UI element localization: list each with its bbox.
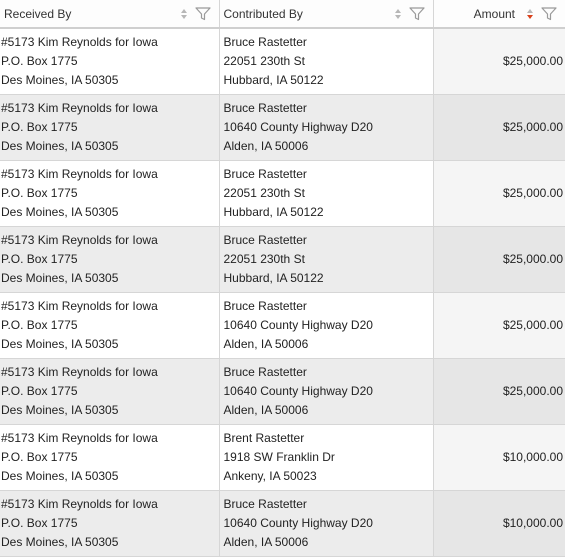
amount-cell: $25,000.00 (433, 161, 565, 227)
received-by-line: #5173 Kim Reynolds for Iowa (1, 365, 158, 379)
contributor-line: 1918 SW Franklin Dr (223, 450, 335, 464)
contributor-line: Hubbard, IA 50122 (223, 205, 324, 219)
contributor-line: Bruce Rastetter (223, 167, 307, 181)
received-by-line: #5173 Kim Reynolds for Iowa (1, 35, 158, 49)
amount-cell: $25,000.00 (433, 95, 565, 161)
contributed-by-label: Contributed By (223, 6, 303, 21)
sort-icon[interactable] (181, 9, 187, 19)
received-by-line: P.O. Box 1775 (1, 450, 78, 464)
contributor-line: Ankeny, IA 50023 (223, 469, 317, 483)
filter-icon[interactable] (195, 7, 211, 21)
table-row[interactable] (0, 28, 565, 95)
contributor-line: Bruce Rastetter (223, 365, 307, 379)
contributor-line: 10640 County Highway D20 (223, 318, 373, 332)
received-by-line: #5173 Kim Reynolds for Iowa (1, 167, 158, 181)
received-by-line: #5173 Kim Reynolds for Iowa (1, 101, 158, 115)
table-row[interactable] (0, 161, 565, 227)
received-by-line: P.O. Box 1775 (1, 186, 78, 200)
received-by-label: Received By (4, 6, 72, 21)
table-row[interactable] (0, 227, 565, 293)
table-row[interactable] (0, 95, 565, 161)
received-by-line: Des Moines, IA 50305 (1, 535, 119, 549)
contributed-by-cell (219, 425, 433, 491)
contributor-line: 22051 230th St (223, 186, 305, 200)
contributor-line: 10640 County Highway D20 (223, 120, 373, 134)
received-by-cell (0, 425, 219, 491)
received-by-line: P.O. Box 1775 (1, 120, 78, 134)
received-by-line: #5173 Kim Reynolds for Iowa (1, 431, 158, 445)
received-by-line: Des Moines, IA 50305 (1, 469, 119, 483)
contributed-by-cell (219, 491, 433, 557)
contributor-line: Alden, IA 50006 (223, 403, 309, 417)
received-by-header[interactable] (0, 0, 219, 28)
contributor-line: Bruce Rastetter (223, 101, 307, 115)
header-row (0, 0, 565, 28)
contributor-line: 10640 County Highway D20 (223, 384, 373, 398)
received-by-cell (0, 227, 219, 293)
contributed-by-cell (219, 161, 433, 227)
contributed-by-cell (219, 359, 433, 425)
amount-cell: $25,000.00 (433, 28, 565, 95)
table-row[interactable] (0, 491, 565, 557)
received-by-line: #5173 Kim Reynolds for Iowa (1, 497, 158, 511)
contributor-line: Hubbard, IA 50122 (223, 73, 324, 87)
filter-icon[interactable] (409, 7, 425, 21)
received-by-line: #5173 Kim Reynolds for Iowa (1, 299, 158, 313)
received-by-cell (0, 293, 219, 359)
received-by-cell (0, 95, 219, 161)
received-by-line: Des Moines, IA 50305 (1, 271, 119, 285)
contributor-line: Bruce Rastetter (223, 35, 307, 49)
amount-cell: $25,000.00 (433, 359, 565, 425)
received-by-line: #5173 Kim Reynolds for Iowa (1, 233, 158, 247)
received-by-cell (0, 359, 219, 425)
amount-header[interactable] (433, 0, 565, 28)
contributed-by-cell (219, 293, 433, 359)
contributor-line: 22051 230th St (223, 54, 305, 68)
contributor-line: Bruce Rastetter (223, 497, 307, 511)
contributor-line: Alden, IA 50006 (223, 139, 309, 153)
table-row[interactable] (0, 293, 565, 359)
amount-cell: $25,000.00 (433, 227, 565, 293)
contributor-line: Alden, IA 50006 (223, 337, 309, 351)
contributor-line: Hubbard, IA 50122 (223, 271, 324, 285)
table-row[interactable] (0, 359, 565, 425)
contributor-line: Brent Rastetter (223, 431, 305, 445)
sort-icon[interactable] (395, 9, 401, 19)
amount-cell: $25,000.00 (433, 293, 565, 359)
received-by-line: P.O. Box 1775 (1, 252, 78, 266)
contributor-line: 22051 230th St (223, 252, 305, 266)
received-by-line: Des Moines, IA 50305 (1, 139, 119, 153)
contributed-by-header[interactable] (219, 0, 433, 28)
filter-icon[interactable] (541, 7, 557, 21)
table-row[interactable] (0, 425, 565, 491)
contributor-line: 10640 County Highway D20 (223, 516, 373, 530)
received-by-line: Des Moines, IA 50305 (1, 403, 119, 417)
received-by-line: Des Moines, IA 50305 (1, 205, 119, 219)
contributor-line: Bruce Rastetter (223, 233, 307, 247)
received-by-line: Des Moines, IA 50305 (1, 73, 119, 87)
received-by-cell (0, 28, 219, 95)
contributor-line: Bruce Rastetter (223, 299, 307, 313)
received-by-line: P.O. Box 1775 (1, 318, 78, 332)
amount-cell: $10,000.00 (433, 491, 565, 557)
received-by-line: P.O. Box 1775 (1, 384, 78, 398)
contributed-by-cell (219, 95, 433, 161)
contributed-by-cell (219, 28, 433, 95)
contributor-line: Alden, IA 50006 (223, 535, 309, 549)
received-by-line: P.O. Box 1775 (1, 54, 78, 68)
amount-cell: $10,000.00 (433, 425, 565, 491)
sort-desc-icon[interactable] (527, 9, 533, 19)
contributed-by-cell (219, 227, 433, 293)
received-by-cell (0, 491, 219, 557)
received-by-cell (0, 161, 219, 227)
amount-label: Amount (473, 6, 515, 21)
received-by-line: Des Moines, IA 50305 (1, 337, 119, 351)
received-by-line: P.O. Box 1775 (1, 516, 78, 530)
